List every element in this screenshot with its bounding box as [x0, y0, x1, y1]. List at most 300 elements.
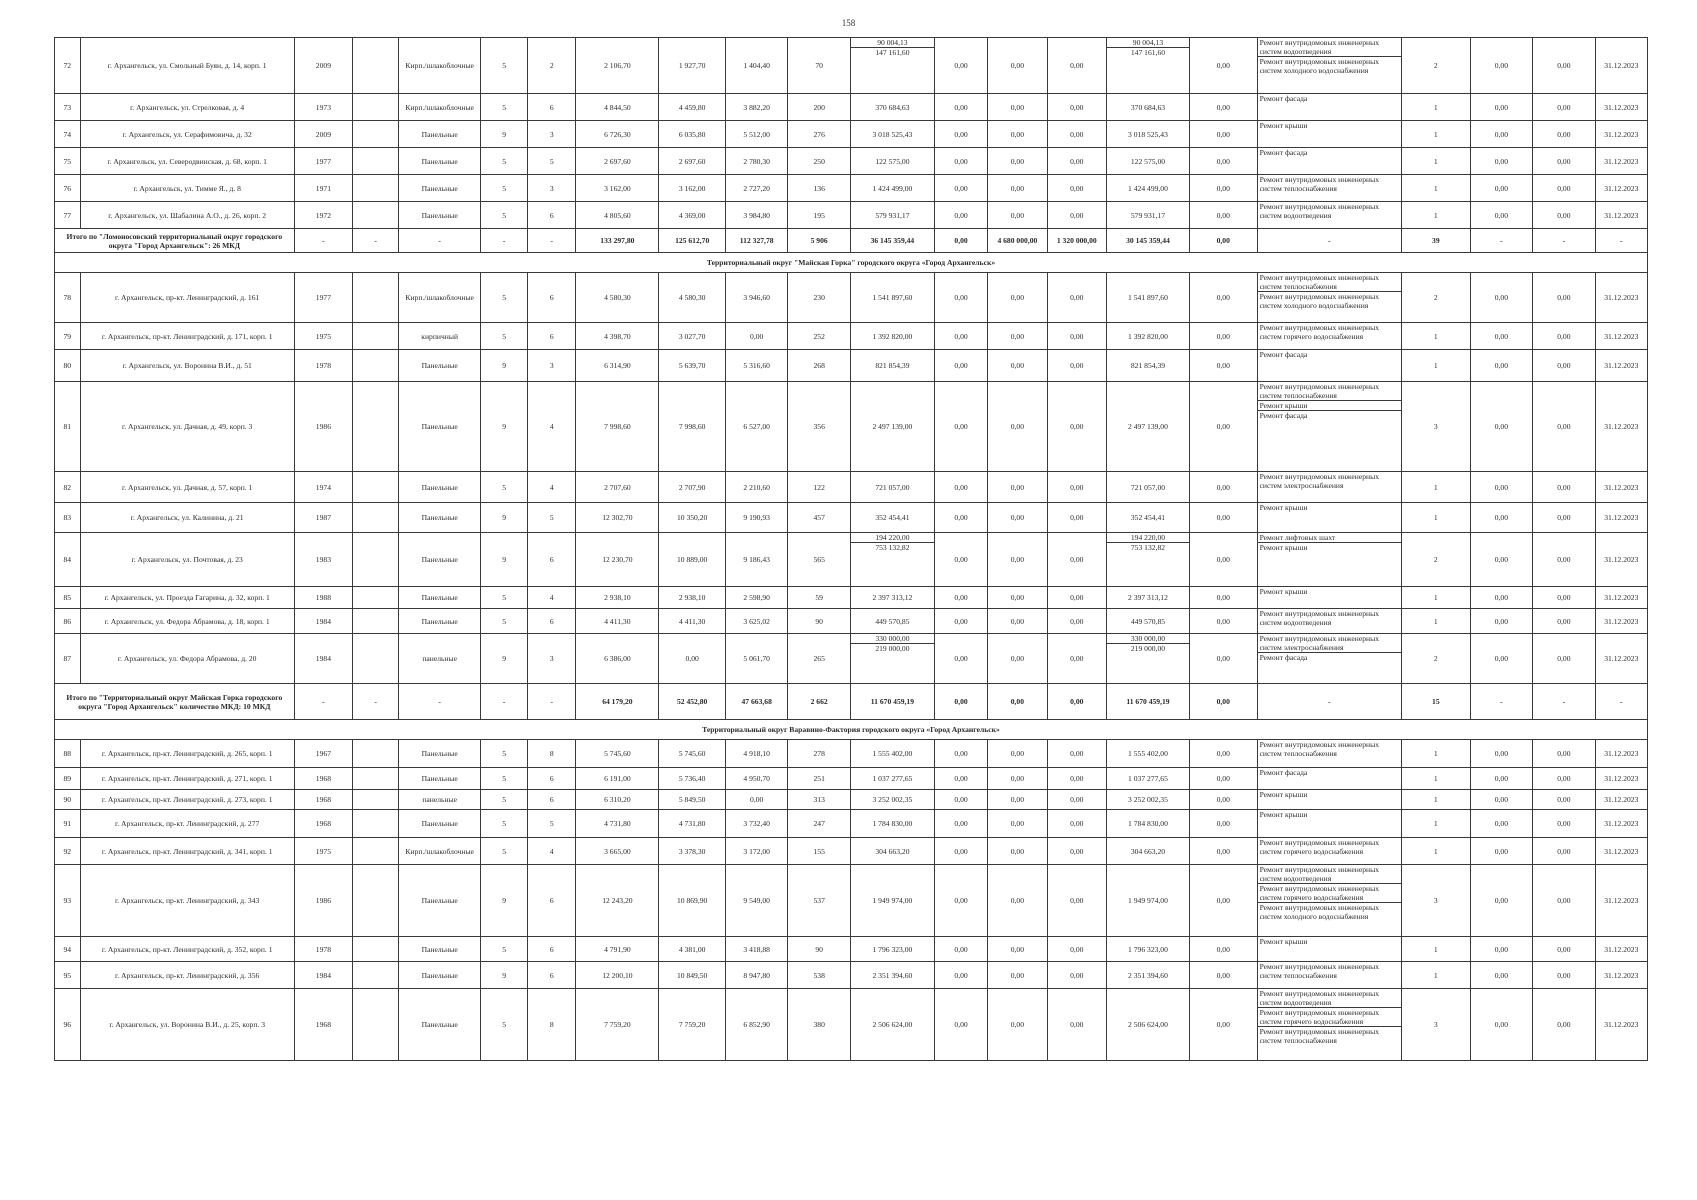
- residents: 313: [788, 790, 850, 810]
- cost-total: 449 570,85: [850, 609, 934, 634]
- row-number: 85: [55, 587, 81, 609]
- build-year: 1977: [294, 148, 352, 175]
- cost-city: 0,00: [1047, 810, 1106, 838]
- work-type-entry: Ремонт внутридомовых инженерных систем теплоснабжения: [1259, 175, 1379, 193]
- build-year: 1968: [294, 768, 352, 790]
- cost-city: 0,00: [1047, 587, 1106, 609]
- work-count: 2: [1402, 634, 1471, 684]
- area-premises: 4 411,30: [659, 609, 726, 634]
- cost-owners: 1 424 499,00: [1106, 175, 1189, 202]
- cost-owners: 304 663,20: [1106, 838, 1189, 865]
- wall-material: Панельные: [399, 587, 481, 609]
- cost-city: 0,00: [1047, 740, 1106, 768]
- work-value-1: 0,00: [1470, 937, 1532, 962]
- total-floors: -: [481, 229, 528, 253]
- cost-city: 0,00: [1047, 323, 1106, 350]
- total-year: -: [294, 684, 352, 720]
- floors: 5: [481, 38, 528, 94]
- work-type-entry: Ремонт внутридомовых инженерных систем горячего водоснабжения: [1259, 838, 1379, 856]
- work-type-entry: Ремонт внутридомовых инженерных систем холодного водоснабжения: [1258, 902, 1401, 921]
- area-premises: 10 849,50: [659, 962, 726, 989]
- cost-fund: 0,00: [934, 38, 987, 94]
- cost-owners-entry: 753 132,82: [1107, 542, 1189, 552]
- work-value-1: 0,00: [1470, 609, 1532, 634]
- work-type: [1257, 937, 1401, 962]
- completion-date: 31.12.2023: [1595, 273, 1647, 323]
- total-c4: 0,00: [1189, 229, 1257, 253]
- cost-total: 1 949 974,00: [850, 865, 934, 937]
- address: г. Архангельск, ул. Федора Абрамова, д. 20: [80, 634, 294, 684]
- row-number: 79: [55, 323, 81, 350]
- build-year: 2009: [294, 121, 352, 148]
- entrances: 5: [528, 503, 576, 533]
- cost-owners: 1 796 323,00: [1106, 937, 1189, 962]
- work-count: 1: [1402, 937, 1471, 962]
- residents: 250: [788, 148, 850, 175]
- cost-other: 0,00: [1189, 937, 1257, 962]
- total-area: 4 411,30: [576, 609, 659, 634]
- cost-total: 3 252 002,35: [850, 790, 934, 810]
- work-value-2: 0,00: [1533, 838, 1595, 865]
- year-extra: [353, 838, 399, 865]
- wall-material: Кирп./шлакоблочные: [399, 838, 481, 865]
- work-type-entry: Ремонт крыши: [1259, 121, 1308, 130]
- cost-other: 0,00: [1189, 810, 1257, 838]
- area-residential: 5 061,70: [725, 634, 787, 684]
- cost-region: 0,00: [988, 503, 1047, 533]
- year-extra: [353, 148, 399, 175]
- build-year: 1971: [294, 175, 352, 202]
- work-count: 1: [1402, 587, 1471, 609]
- total-area: 6 314,90: [576, 350, 659, 382]
- work-type: [1257, 175, 1401, 202]
- completion-date: 31.12.2023: [1595, 121, 1647, 148]
- address: г. Архангельск, пр-кт. Ленинградский, д. 161: [80, 273, 294, 323]
- area-residential: 3 625,02: [725, 609, 787, 634]
- cost-fund: 0,00: [934, 790, 987, 810]
- cost-other: 0,00: [1189, 587, 1257, 609]
- area-residential: 3 418,88: [725, 937, 787, 962]
- total-yr2: -: [353, 684, 399, 720]
- entrances: 4: [528, 838, 576, 865]
- cost-other: 0,00: [1189, 202, 1257, 229]
- completion-date: 31.12.2023: [1595, 472, 1647, 503]
- area-premises: 3 027,70: [659, 323, 726, 350]
- work-type: [1257, 810, 1401, 838]
- completion-date: 31.12.2023: [1595, 810, 1647, 838]
- work-value-2: 0,00: [1533, 609, 1595, 634]
- work-value-2: 0,00: [1533, 121, 1595, 148]
- row-number: 76: [55, 175, 81, 202]
- cost-total: 721 057,00: [850, 472, 934, 503]
- total-area: 7 998,60: [576, 382, 659, 472]
- work-value-1: 0,00: [1470, 323, 1532, 350]
- cost-owners: 1 949 974,00: [1106, 865, 1189, 937]
- floors: 9: [481, 962, 528, 989]
- work-value-1: 0,00: [1470, 989, 1532, 1061]
- table-row: [55, 273, 1648, 323]
- work-type-list: [1258, 273, 1401, 310]
- work-type-list: [1258, 768, 1401, 777]
- work-type: [1257, 94, 1401, 121]
- area-premises: 5 639,70: [659, 350, 726, 382]
- address: г. Архангельск, ул. Тимме Я., д. 8: [80, 175, 294, 202]
- work-value-2: 0,00: [1533, 38, 1595, 94]
- work-type-entry: Ремонт фасада: [1259, 768, 1308, 777]
- residents: 70: [788, 38, 850, 94]
- cost-region: 0,00: [988, 989, 1047, 1061]
- build-year: 1968: [294, 790, 352, 810]
- wall-material: кирпичный: [399, 323, 481, 350]
- total-area: 4 844,50: [576, 94, 659, 121]
- total-area: 4 580,30: [576, 273, 659, 323]
- cost-fund: 0,00: [934, 989, 987, 1061]
- work-type: [1257, 503, 1401, 533]
- entrances: 2: [528, 38, 576, 94]
- completion-date: 31.12.2023: [1595, 587, 1647, 609]
- total-label: Итого по "Территориальный округ Майская Горка городского округа "Город Архангельск" количество МКД: 10 МКД: [55, 684, 295, 720]
- work-type-entry: Ремонт внутридомовых инженерных систем теплоснабжения: [1258, 1026, 1401, 1045]
- row-number: 81: [55, 382, 81, 472]
- area-premises: 10 869,90: [659, 865, 726, 937]
- address: г. Архангельск, ул. Дачная, д. 57, корп. 1: [80, 472, 294, 503]
- residents: 565: [788, 533, 850, 587]
- entrances: 3: [528, 634, 576, 684]
- address: г. Архангельск, ул. Воронина В.И., д. 51: [80, 350, 294, 382]
- cost-region: 0,00: [988, 533, 1047, 587]
- cost-owners-entry: 219 000,00: [1107, 643, 1189, 653]
- cost-other: 0,00: [1189, 503, 1257, 533]
- work-type-entry: Ремонт внутридомовых инженерных систем водоотведения: [1259, 865, 1379, 883]
- cost-total: 1 796 323,00: [850, 937, 934, 962]
- completion-date: 31.12.2023: [1595, 768, 1647, 790]
- row-number: 93: [55, 865, 81, 937]
- floors: 5: [481, 838, 528, 865]
- year-extra: [353, 503, 399, 533]
- cost-owners: 721 057,00: [1106, 472, 1189, 503]
- work-value-2: 0,00: [1533, 768, 1595, 790]
- entrances: 6: [528, 533, 576, 587]
- work-type-entry: Ремонт внутридомовых инженерных систем горячего водоснабжения: [1258, 883, 1401, 902]
- work-type-list: [1258, 350, 1401, 359]
- completion-date: 31.12.2023: [1595, 634, 1647, 684]
- residents: 457: [788, 503, 850, 533]
- total-area: 4 805,60: [576, 202, 659, 229]
- total-area: 12 200,10: [576, 962, 659, 989]
- work-type-list: [1258, 609, 1401, 627]
- year-extra: [353, 609, 399, 634]
- area-residential: 5 512,00: [725, 121, 787, 148]
- cost-other: 0,00: [1189, 740, 1257, 768]
- year-extra: [353, 768, 399, 790]
- wall-material: Панельные: [399, 121, 481, 148]
- work-type-entry: Ремонт фасада: [1259, 350, 1308, 359]
- section-title: Территориальный округ Варавино-Фактория городского округа «Город Архангельск»: [55, 720, 1648, 740]
- cost-city: 0,00: [1047, 609, 1106, 634]
- work-type: [1257, 202, 1401, 229]
- year-extra: [353, 323, 399, 350]
- work-count: 1: [1402, 838, 1471, 865]
- table-row: [55, 634, 1648, 684]
- entrances: 3: [528, 350, 576, 382]
- total-area: 2 697,60: [576, 148, 659, 175]
- cost-owners: 370 684,63: [1106, 94, 1189, 121]
- work-value-1: 0,00: [1470, 472, 1532, 503]
- cost-owners: 1 392 820,00: [1106, 323, 1189, 350]
- work-value-1: 0,00: [1470, 533, 1532, 587]
- year-extra: [353, 587, 399, 609]
- work-type: [1257, 989, 1401, 1061]
- floors: 9: [481, 533, 528, 587]
- cost-total-list: [851, 38, 934, 57]
- residents: 252: [788, 323, 850, 350]
- address: г. Архангельск, ул. Смольный Буян, д. 14, корп. 1: [80, 38, 294, 94]
- work-value-1: 0,00: [1470, 350, 1532, 382]
- cost-owners: 579 931,17: [1106, 202, 1189, 229]
- residents: 90: [788, 937, 850, 962]
- area-premises: 2 697,60: [659, 148, 726, 175]
- work-value-2: 0,00: [1533, 148, 1595, 175]
- wall-material: Панельные: [399, 472, 481, 503]
- total-total: 11 670 459,19: [850, 684, 934, 720]
- cost-fund: 0,00: [934, 768, 987, 790]
- entrances: 4: [528, 587, 576, 609]
- completion-date: 31.12.2023: [1595, 202, 1647, 229]
- work-value-2: 0,00: [1533, 533, 1595, 587]
- total-area: 4 398,70: [576, 323, 659, 350]
- cost-total-entry: 753 132,82: [851, 542, 934, 552]
- work-count: 1: [1402, 609, 1471, 634]
- area-residential: 0,00: [725, 790, 787, 810]
- work-type: [1257, 273, 1401, 323]
- cost-region: 0,00: [988, 202, 1047, 229]
- cost-fund: 0,00: [934, 838, 987, 865]
- cost-owners: 2 397 313,12: [1106, 587, 1189, 609]
- row-number: 94: [55, 937, 81, 962]
- cost-city: 0,00: [1047, 350, 1106, 382]
- work-count: 2: [1402, 533, 1471, 587]
- cost-region: 0,00: [988, 587, 1047, 609]
- cost-owners-list: [1107, 38, 1189, 57]
- cost-fund: 0,00: [934, 94, 987, 121]
- residents: 122: [788, 472, 850, 503]
- cost-region: 0,00: [988, 38, 1047, 94]
- completion-date: 31.12.2023: [1595, 740, 1647, 768]
- cost-owners-entry: 194 220,00: [1130, 533, 1166, 542]
- build-year: 1987: [294, 503, 352, 533]
- entrances: 6: [528, 937, 576, 962]
- cost-total: 2 506 624,00: [850, 989, 934, 1061]
- table-row: [55, 609, 1648, 634]
- total-area: 6 191,00: [576, 768, 659, 790]
- build-year: 1973: [294, 94, 352, 121]
- build-year: 1967: [294, 740, 352, 768]
- floors: 5: [481, 587, 528, 609]
- entrances: 8: [528, 740, 576, 768]
- total-area: 133 297,80: [576, 229, 659, 253]
- cost-fund: 0,00: [934, 937, 987, 962]
- work-count: 1: [1402, 472, 1471, 503]
- cost-other: 0,00: [1189, 121, 1257, 148]
- work-type-entry: Ремонт внутридомовых инженерных систем водоотведения: [1259, 989, 1379, 1007]
- entrances: 4: [528, 382, 576, 472]
- total-floors: -: [481, 684, 528, 720]
- cost-region: 0,00: [988, 609, 1047, 634]
- work-count: 1: [1402, 202, 1471, 229]
- cost-region: 0,00: [988, 962, 1047, 989]
- cost-owners: [1106, 533, 1189, 587]
- work-type-entry: Ремонт крыши: [1259, 810, 1308, 819]
- year-extra: [353, 533, 399, 587]
- cost-other: 0,00: [1189, 989, 1257, 1061]
- area-residential: 2 598,90: [725, 587, 787, 609]
- cost-total: 579 931,17: [850, 202, 934, 229]
- table-row: [55, 740, 1648, 768]
- build-year: 1984: [294, 962, 352, 989]
- work-type: [1257, 609, 1401, 634]
- cost-other: 0,00: [1189, 148, 1257, 175]
- wall-material: Кирп./шлакоблочные: [399, 94, 481, 121]
- work-value-1: 0,00: [1470, 587, 1532, 609]
- area-premises: 4 731,80: [659, 810, 726, 838]
- area-residential: 4 918,10: [725, 740, 787, 768]
- work-value-2: 0,00: [1533, 175, 1595, 202]
- work-type: [1257, 790, 1401, 810]
- total-material: -: [399, 684, 481, 720]
- area-premises: 4 580,30: [659, 273, 726, 323]
- floors: 9: [481, 121, 528, 148]
- entrances: 3: [528, 121, 576, 148]
- total-w2: -: [1533, 229, 1595, 253]
- floors: 5: [481, 148, 528, 175]
- residents: 380: [788, 989, 850, 1061]
- address: г. Архангельск, ул. Калинина, д. 21: [80, 503, 294, 533]
- total-label: Итого по "Ломоносовский территориальный округ городского округа "Город Архангельск": 26 МКД: [55, 229, 295, 253]
- row-number: 75: [55, 148, 81, 175]
- cost-other: 0,00: [1189, 533, 1257, 587]
- work-count: 2: [1402, 38, 1471, 94]
- build-year: 1977: [294, 273, 352, 323]
- cost-total: 821 854,39: [850, 350, 934, 382]
- year-extra: [353, 740, 399, 768]
- year-extra: [353, 937, 399, 962]
- total-people: 5 906: [788, 229, 850, 253]
- total-work: -: [1257, 684, 1401, 720]
- cost-owners: 1 037 277,65: [1106, 768, 1189, 790]
- work-value-1: 0,00: [1470, 503, 1532, 533]
- cost-fund: 0,00: [934, 503, 987, 533]
- cost-fund: 0,00: [934, 609, 987, 634]
- entrances: 8: [528, 989, 576, 1061]
- completion-date: 31.12.2023: [1595, 503, 1647, 533]
- wall-material: Панельные: [399, 740, 481, 768]
- cost-city: 0,00: [1047, 273, 1106, 323]
- cost-city: 0,00: [1047, 533, 1106, 587]
- cost-fund: 0,00: [934, 202, 987, 229]
- cost-other: 0,00: [1189, 865, 1257, 937]
- wall-material: панельные: [399, 634, 481, 684]
- work-type-list: [1258, 382, 1401, 420]
- build-year: 1983: [294, 533, 352, 587]
- completion-date: 31.12.2023: [1595, 323, 1647, 350]
- work-value-1: 0,00: [1470, 810, 1532, 838]
- row-number: 77: [55, 202, 81, 229]
- total-area: 6 310,20: [576, 790, 659, 810]
- total-area2: 52 452,80: [659, 684, 726, 720]
- entrances: 6: [528, 94, 576, 121]
- area-premises: 10 350,20: [659, 503, 726, 533]
- work-type: [1257, 865, 1401, 937]
- work-value-1: 0,00: [1470, 740, 1532, 768]
- completion-date: 31.12.2023: [1595, 865, 1647, 937]
- work-value-1: 0,00: [1470, 94, 1532, 121]
- work-value-1: 0,00: [1470, 148, 1532, 175]
- cost-fund: 0,00: [934, 350, 987, 382]
- address: г. Архангельск, ул. Стрелковая, д. 4: [80, 94, 294, 121]
- work-value-1: 0,00: [1470, 634, 1532, 684]
- entrances: 4: [528, 472, 576, 503]
- address: г. Архангельск, ул. Северодвинская, д. 68, корп. 1: [80, 148, 294, 175]
- year-extra: [353, 810, 399, 838]
- work-type-list: [1258, 148, 1401, 157]
- year-extra: [353, 865, 399, 937]
- work-type: [1257, 962, 1401, 989]
- work-count: 1: [1402, 148, 1471, 175]
- work-type-list: [1258, 121, 1401, 130]
- floors: 9: [481, 350, 528, 382]
- table-row: [55, 838, 1648, 865]
- work-count: 1: [1402, 503, 1471, 533]
- work-type-entry: Ремонт внутридомовых инженерных систем холодного водоснабжения: [1258, 56, 1401, 75]
- cost-region: 0,00: [988, 472, 1047, 503]
- cost-total-entry: 330 000,00: [875, 634, 910, 643]
- cost-city: 0,00: [1047, 202, 1106, 229]
- section-header-row: [55, 720, 1648, 740]
- table-row: [55, 38, 1648, 94]
- cost-other: 0,00: [1189, 350, 1257, 382]
- address: г. Архангельск, ул. Федора Абрамова, д. 18, корп. 1: [80, 609, 294, 634]
- cost-fund: 0,00: [934, 323, 987, 350]
- work-value-2: 0,00: [1533, 382, 1595, 472]
- area-residential: 2 210,60: [725, 472, 787, 503]
- work-type-list: [1258, 472, 1401, 490]
- row-number: 78: [55, 273, 81, 323]
- entrances: 3: [528, 175, 576, 202]
- cost-owners: 1 555 402,00: [1106, 740, 1189, 768]
- work-type: [1257, 382, 1401, 472]
- work-type-list: [1258, 323, 1401, 341]
- total-c2: 4 680 000,00: [988, 229, 1047, 253]
- wall-material: Панельные: [399, 768, 481, 790]
- work-count: 3: [1402, 989, 1471, 1061]
- cost-total-entry: 219 000,00: [851, 643, 934, 653]
- table-row: [55, 587, 1648, 609]
- year-extra: [353, 962, 399, 989]
- year-extra: [353, 382, 399, 472]
- row-number: 91: [55, 810, 81, 838]
- address: г. Архангельск, пр-кт. Ленинградский, д. 352, корп. 1: [80, 937, 294, 962]
- residents: 251: [788, 768, 850, 790]
- cost-region: 0,00: [988, 634, 1047, 684]
- work-type-entry: Ремонт внутридомовых инженерных систем водоотведения: [1259, 202, 1379, 220]
- total-area: 2 106,70: [576, 38, 659, 94]
- completion-date: 31.12.2023: [1595, 790, 1647, 810]
- build-year: 1968: [294, 810, 352, 838]
- area-residential: 9 190,93: [725, 503, 787, 533]
- work-count: 1: [1402, 810, 1471, 838]
- cost-city: 0,00: [1047, 38, 1106, 94]
- total-material: -: [399, 229, 481, 253]
